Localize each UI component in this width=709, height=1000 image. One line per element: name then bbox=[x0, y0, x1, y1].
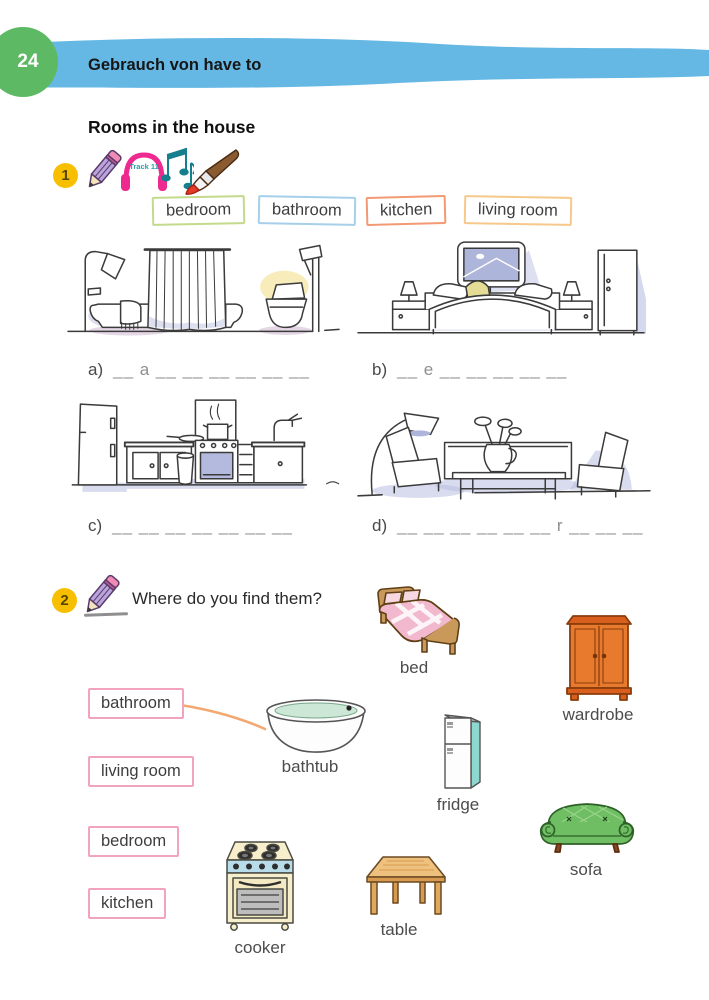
bathtub-image[interactable] bbox=[263, 697, 368, 757]
answer-blank-d[interactable] bbox=[372, 516, 643, 536]
living-room-scene-illustration bbox=[356, 392, 658, 505]
item-label-fridge: fridge bbox=[436, 795, 480, 814]
word-box-label: bedroom bbox=[165, 200, 232, 220]
word-box-living-room[interactable] bbox=[464, 195, 572, 226]
answer-blank-b[interactable] bbox=[372, 360, 567, 380]
toilet bbox=[266, 245, 322, 331]
armchair-left bbox=[386, 427, 440, 492]
word-box-label: living room bbox=[477, 200, 558, 220]
word-box-bathroom[interactable] bbox=[258, 195, 356, 226]
room-option-bathroom[interactable] bbox=[88, 688, 184, 719]
exercise-2-number: 2 bbox=[60, 592, 69, 609]
fridge-image[interactable] bbox=[438, 710, 484, 790]
fridge-sketch bbox=[78, 404, 116, 485]
answer-prefix: b) bbox=[372, 360, 388, 379]
pencil-icon bbox=[82, 572, 122, 618]
answer-blank-a[interactable] bbox=[88, 360, 310, 380]
word-box-label: kitchen bbox=[379, 200, 433, 220]
kitchen-scene-illustration bbox=[64, 392, 342, 505]
track-label: Track 11 bbox=[129, 162, 159, 171]
sofa-image[interactable] bbox=[537, 796, 637, 856]
answer-pattern[interactable]: __ __ __ __ __ __ r __ __ __ bbox=[397, 516, 644, 535]
answer-pattern[interactable]: __ e __ __ __ __ __ bbox=[397, 360, 568, 379]
armchair-right bbox=[577, 432, 627, 496]
exercise-2-prompt: Where do you find them? bbox=[132, 589, 322, 608]
answer-prefix: a) bbox=[88, 360, 104, 379]
item-label-bed: bed bbox=[399, 658, 429, 677]
word-box-bedroom[interactable] bbox=[152, 195, 246, 226]
exercise-2-badge bbox=[52, 588, 77, 613]
answer-pattern[interactable]: __ __ __ __ __ __ __ bbox=[112, 516, 293, 535]
bed-image[interactable] bbox=[370, 582, 462, 658]
item-label-sofa: sofa bbox=[569, 860, 603, 879]
room-option-kitchen[interactable] bbox=[88, 888, 166, 919]
nightstand-left bbox=[393, 282, 430, 330]
exercise-1-number: 1 bbox=[61, 167, 70, 184]
item-label-table: table bbox=[380, 920, 418, 939]
item-label-wardrobe: wardrobe bbox=[562, 705, 634, 724]
bathroom-scene-illustration bbox=[64, 236, 342, 348]
item-label-bathtub: bathtub bbox=[281, 757, 339, 776]
sink-sketch bbox=[252, 414, 304, 483]
room-option-label: bathroom bbox=[101, 694, 171, 712]
answer-prefix: c) bbox=[88, 516, 103, 535]
room-option-living-room[interactable] bbox=[88, 756, 194, 787]
nightstand-right bbox=[555, 282, 592, 330]
wardrobe-sketch bbox=[598, 250, 637, 334]
room-option-label: living room bbox=[101, 762, 181, 780]
cooker-image[interactable] bbox=[221, 836, 299, 934]
room-option-bedroom[interactable] bbox=[88, 826, 179, 857]
word-box-kitchen[interactable] bbox=[366, 195, 447, 226]
paintbrush-icon bbox=[184, 146, 242, 198]
word-box-label: bathroom bbox=[271, 200, 342, 220]
item-label-cooker: cooker bbox=[234, 938, 286, 957]
exercise-1-badge bbox=[53, 163, 78, 188]
page-number: 24 bbox=[17, 51, 39, 72]
chapter-title: Gebrauch von have to bbox=[88, 56, 262, 74]
answer-pattern[interactable]: __ a __ __ __ __ __ __ bbox=[113, 360, 311, 379]
bedroom-scene-illustration bbox=[356, 236, 646, 348]
wardrobe-image[interactable] bbox=[561, 610, 637, 702]
room-option-label: kitchen bbox=[101, 894, 154, 912]
answer-blank-c[interactable] bbox=[88, 516, 293, 536]
page-title: Rooms in the house bbox=[88, 117, 256, 137]
table-image[interactable] bbox=[363, 851, 449, 921]
answer-prefix: d) bbox=[372, 516, 388, 535]
room-option-label: bedroom bbox=[101, 832, 167, 850]
trash-bin bbox=[177, 453, 193, 484]
drawer-unit bbox=[238, 444, 254, 482]
